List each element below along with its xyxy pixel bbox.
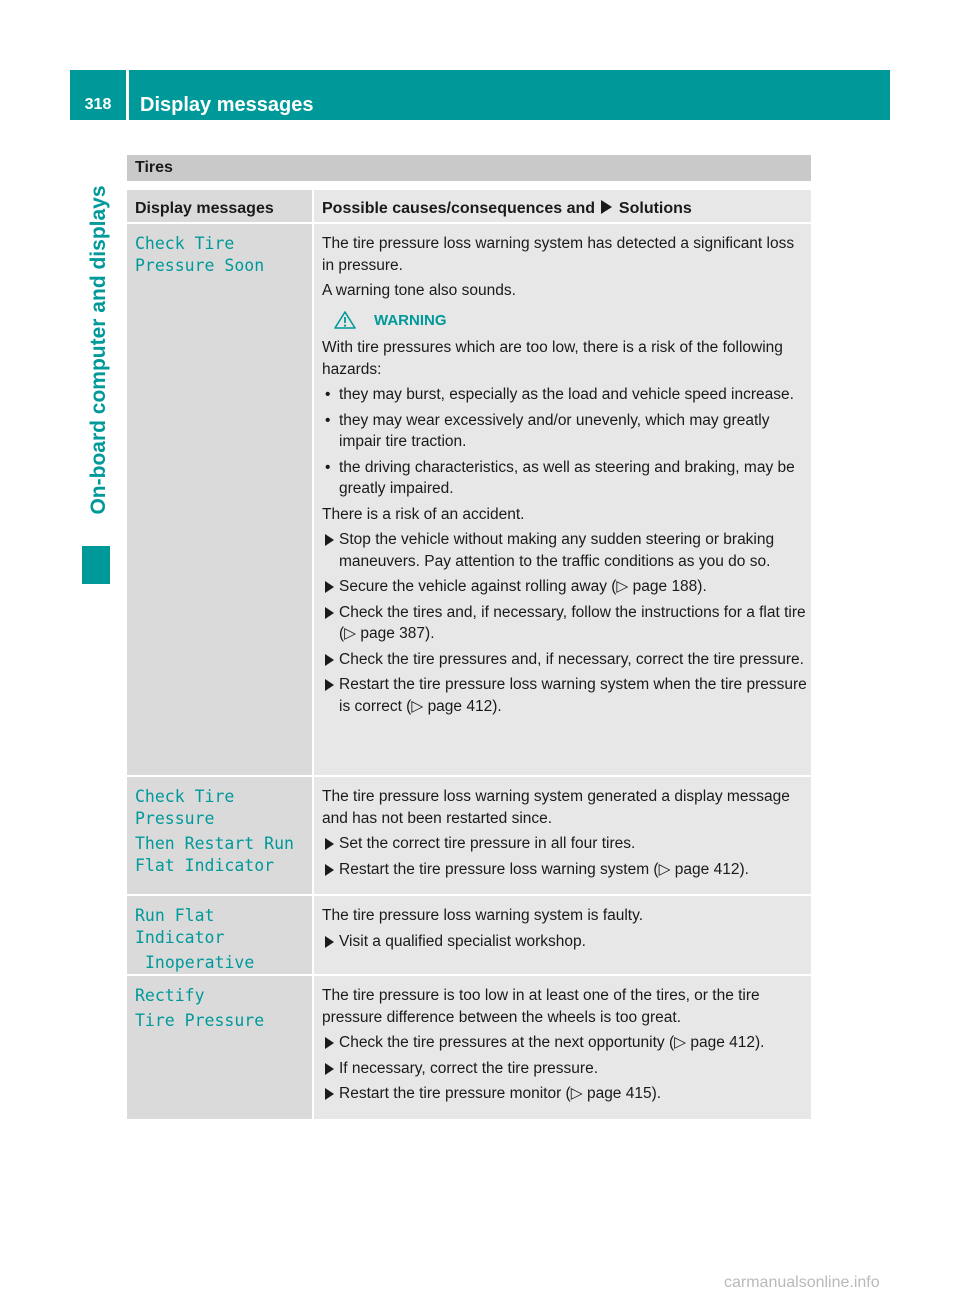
message-line: Flat Indicator xyxy=(135,856,275,875)
hazard-bullet: • the driving characteristics, as well as steering and braking, may be greatly impaired. xyxy=(322,457,807,500)
action-text: Secure the vehicle against rolling away (▷ page 188). xyxy=(339,578,707,595)
column-header-causes-solutions xyxy=(314,190,811,224)
action-arrow-icon xyxy=(325,1063,334,1075)
solution-arrow-icon xyxy=(601,200,612,214)
action-step xyxy=(322,859,807,881)
message-line: Pressure Soon xyxy=(135,256,265,275)
action-arrow-icon xyxy=(325,581,334,593)
action-arrow-icon xyxy=(325,1088,334,1100)
action-step xyxy=(322,649,807,671)
display-messages-table xyxy=(127,190,811,1121)
display-message-text xyxy=(135,905,306,949)
display-message-text xyxy=(135,985,306,1007)
display-message-text xyxy=(135,233,306,277)
display-message-text xyxy=(135,952,306,974)
solution-cell xyxy=(314,224,811,777)
message-line: Pressure xyxy=(135,809,215,828)
cause-text: A warning tone also sounds. xyxy=(322,282,516,299)
column-header-display-messages: Display messages xyxy=(127,190,314,224)
cause-text: The tire pressure loss warning system has detected a significant loss in pressure. xyxy=(322,235,795,274)
action-arrow-icon xyxy=(325,654,334,666)
side-tab-label: On-board computer and displays xyxy=(87,185,110,515)
action-text: Set the correct tire pressure in all four tires. xyxy=(339,835,636,852)
cause-text: The tire pressure loss warning system is faulty. xyxy=(322,907,644,924)
cause-text: The tire pressure loss warning system generated a display message and has not been restarted since. xyxy=(322,788,790,827)
message-cell xyxy=(127,976,314,1121)
action-step xyxy=(322,1058,807,1080)
message-line: Tire Pressure xyxy=(135,1011,265,1030)
action-arrow-icon xyxy=(325,864,334,876)
watermark: carmanualsonline.info xyxy=(724,1274,880,1291)
section-title: Tires xyxy=(135,159,173,176)
warning-triangle-icon xyxy=(334,311,356,329)
display-message-text xyxy=(135,1010,306,1032)
message-line: Run Flat Indicator xyxy=(135,906,225,947)
action-step xyxy=(322,674,807,717)
page-title: Display messages xyxy=(140,94,314,116)
display-message-text xyxy=(135,786,306,830)
page-number: 318 xyxy=(84,96,112,113)
table-header-row xyxy=(127,190,811,224)
action-arrow-icon xyxy=(325,838,334,850)
message-line: Inoperative xyxy=(145,953,255,972)
action-text: Check the tires and, if necessary, follow the instructions for a flat tire (▷ page 387). xyxy=(339,603,806,642)
action-step xyxy=(322,602,807,645)
display-message-text xyxy=(135,833,306,877)
section-bar xyxy=(127,155,811,181)
action-step xyxy=(322,1032,807,1054)
message-cell xyxy=(127,777,314,896)
action-text: Stop the vehicle without making any sudden steering or braking maneuvers. Pay attention to the traffic conditions as you do so. xyxy=(339,531,775,570)
action-arrow-icon xyxy=(325,607,334,619)
header-divider xyxy=(126,70,129,120)
action-step xyxy=(322,931,807,953)
message-cell xyxy=(127,224,314,777)
action-step xyxy=(322,833,807,855)
risk-text: There is a risk of an accident. xyxy=(322,505,525,523)
warning-label: WARNING xyxy=(374,311,447,329)
message-line: Then Restart Run xyxy=(135,834,294,853)
hazard-bullet: • they may burst, especially as the load and vehicle speed increase. xyxy=(322,384,807,406)
action-arrow-icon xyxy=(325,679,334,691)
action-text: Visit a qualified specialist workshop. xyxy=(339,932,586,950)
column-header-solutions-text: Solutions xyxy=(618,200,692,217)
message-line: Check Tire xyxy=(135,234,235,253)
side-tab-marker xyxy=(82,546,110,584)
message-line: Rectify xyxy=(135,986,205,1005)
table-row xyxy=(127,896,811,976)
table-row xyxy=(127,777,811,896)
message-line: Check Tire xyxy=(135,787,235,806)
table-row xyxy=(127,224,811,777)
side-tab xyxy=(82,160,112,540)
action-text: Check the tire pressures and, if necessary, correct the tire pressure. xyxy=(339,650,804,668)
action-arrow-icon xyxy=(325,936,334,948)
warning-text: With tire pressures which are too low, there is a risk of the following hazards: xyxy=(322,339,783,378)
table-row xyxy=(127,976,811,1121)
action-text: Restart the tire pressure loss warning system (▷ page 412). xyxy=(339,860,749,878)
action-text: If necessary, correct the tire pressure. xyxy=(339,1059,599,1077)
hazard-bullet: • they may wear excessively and/or unevenly, which may greatly impair tire traction. xyxy=(322,410,807,453)
message-cell xyxy=(127,896,314,976)
action-step xyxy=(322,1083,807,1105)
action-arrow-icon xyxy=(325,534,334,546)
column-header-causes-text: Possible causes/consequences and xyxy=(322,200,596,217)
action-step xyxy=(322,576,807,598)
solution-cell xyxy=(314,896,811,976)
solution-cell xyxy=(314,777,811,896)
action-text: Restart the tire pressure loss warning system when the tire pressure is correct (▷ page 412). xyxy=(339,676,807,715)
action-text: Check the tire pressures at the next opportunity (▷ page 412). xyxy=(339,1034,765,1051)
solution-cell xyxy=(314,976,811,1121)
warning-heading xyxy=(322,310,807,332)
action-text: Restart the tire pressure monitor (▷ page 415). xyxy=(339,1085,662,1102)
action-arrow-icon xyxy=(325,1037,334,1049)
cause-text: The tire pressure is too low in at least one of the tires, or the tire pressure difference between the wheels is too great. xyxy=(322,987,760,1026)
action-step xyxy=(322,529,807,572)
